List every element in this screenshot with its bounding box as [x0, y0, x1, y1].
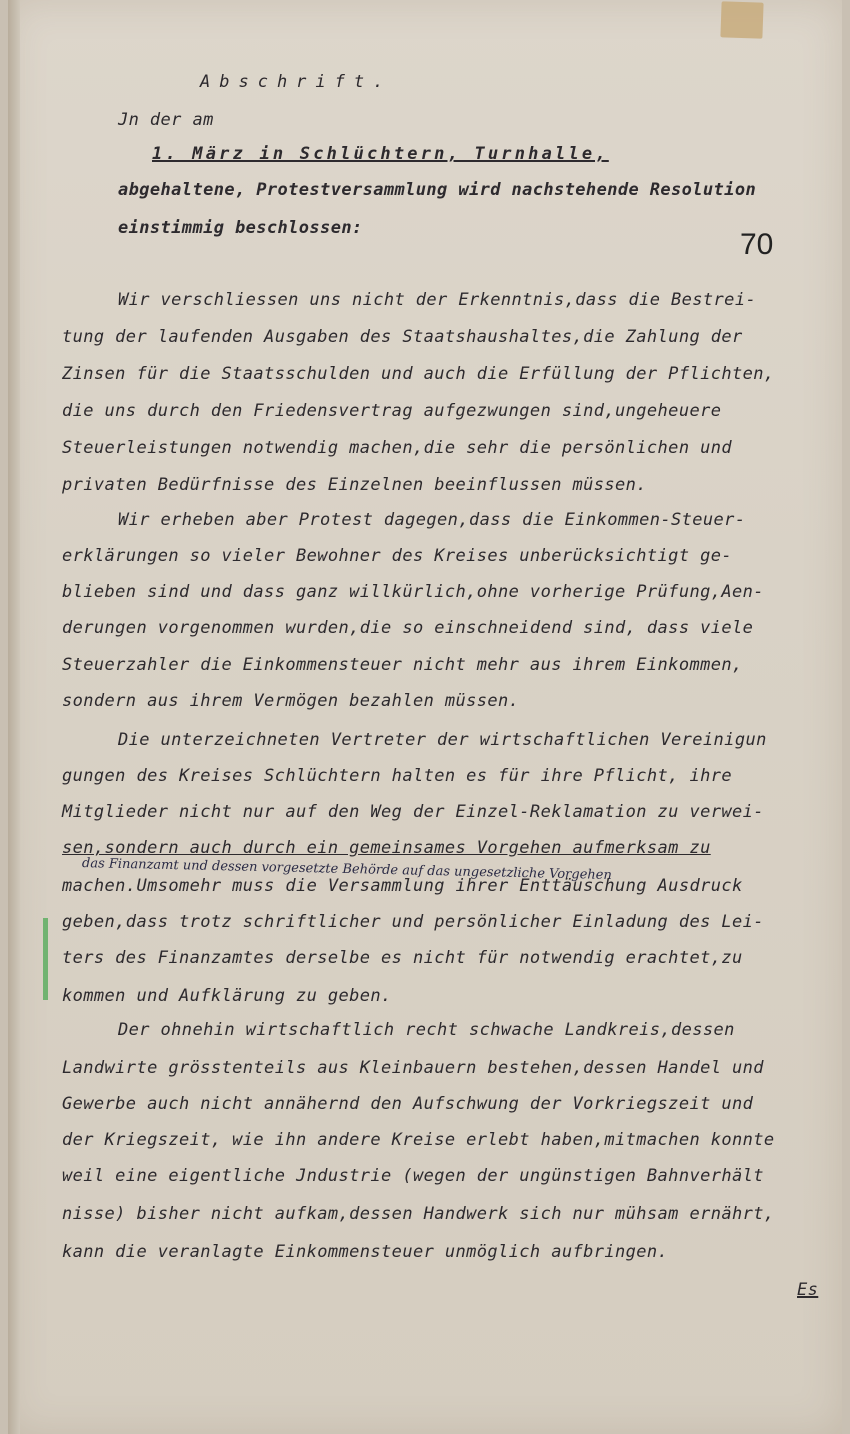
- p2-line-1: Wir erheben aber Protest dagegen,dass die Einkommen-Steuer-: [118, 510, 746, 530]
- p1-line-4: die uns durch den Friedensvertrag aufgezwungen sind,ungeheuere: [62, 401, 722, 421]
- intro-line: Jn der am: [118, 110, 214, 130]
- p3-line-4: sen,sondern auch durch ein gemeinsames Vorgehen aufmerksam zu: [62, 838, 711, 858]
- page-edge: [8, 0, 20, 1434]
- p1-line-2: tung der laufenden Ausgaben des Staatshaushaltes,die Zahlung der: [62, 327, 743, 347]
- p2-line-2: erklärungen so vieler Bewohner des Kreises unberücksichtigt ge-: [62, 546, 732, 566]
- tape-strip: [720, 1, 763, 38]
- p2-line-5: Steuerzahler die Einkommensteuer nicht mehr aus ihrem Einkommen,: [62, 655, 743, 675]
- p4-line-7: kann die veranlagte Einkommensteuer unmöglich aufbringen.: [62, 1242, 669, 1262]
- p3-line-2: gungen des Kreises Schlüchtern halten es für ihre Pflicht, ihre: [62, 766, 732, 786]
- p4-line-3: Gewerbe auch nicht annähernd den Aufschwung der Vorkriegszeit und: [62, 1094, 754, 1114]
- document-title: Abschrift.: [200, 72, 393, 92]
- p4-line-6: nisse) bisher nicht aufkam,dessen Handwerk sich nur mühsam ernährt,: [62, 1204, 775, 1224]
- p1-line-1: Wir verschliessen uns nicht der Erkenntnis,dass die Bestrei-: [118, 290, 757, 310]
- p3-line-8: kommen und Aufklärung zu geben.: [62, 986, 392, 1006]
- p3-line-3: Mitglieder nicht nur auf den Weg der Einzel-Reklamation zu verwei-: [62, 802, 764, 822]
- unanimous-line: einstimmig beschlossen:: [118, 218, 363, 238]
- green-margin-mark: [43, 918, 48, 1000]
- p1-line-5: Steuerleistungen notwendig machen,die sehr die persönlichen und: [62, 438, 732, 458]
- p2-line-6: sondern aus ihrem Vermögen bezahlen müssen.: [62, 691, 520, 711]
- p2-line-4: derungen vorgenommen wurden,die so einschneidend sind, dass viele: [62, 618, 754, 638]
- p2-line-3: blieben sind und dass ganz willkürlich,ohne vorherige Prüfung,Aen-: [62, 582, 764, 602]
- p3-line-5: machen.Umsomehr muss die Versammlung ihrer Enttäuschung Ausdruck: [62, 876, 743, 896]
- assembly-line: abgehaltene, Protestversammlung wird nachstehende Resolution: [118, 180, 757, 200]
- page-number: 70: [740, 228, 774, 261]
- p3-line-6: geben,dass trotz schriftlicher und persönlicher Einladung des Lei-: [62, 912, 764, 932]
- catchword: Es: [797, 1280, 819, 1300]
- handwritten-insertion: das Finanzamt und dessen vorgesetzte Behörde auf das ungesetzliche Vorgehen: [81, 856, 612, 884]
- p4-line-2: Landwirte grösstenteils aus Kleinbauern bestehen,dessen Handel und: [62, 1058, 764, 1078]
- p4-line-5: weil eine eigentliche Jndustrie (wegen der ungünstigen Bahnverhält: [62, 1166, 764, 1186]
- p1-line-3: Zinsen für die Staatsschulden und auch die Erfüllung der Pflichten,: [62, 364, 775, 384]
- p4-line-4: der Kriegszeit, wie ihn andere Kreise erlebt haben,mitmachen konnte: [62, 1130, 775, 1150]
- p3-line-7: ters des Finanzamtes derselbe es nicht für notwendig erachtet,zu: [62, 948, 743, 968]
- p4-line-1: Der ohnehin wirtschaftlich recht schwache Landkreis,dessen: [118, 1020, 735, 1040]
- p1-line-6: privaten Bedürfnisse des Einzelnen beeinflussen müssen.: [62, 475, 647, 495]
- p3-line-1: Die unterzeichneten Vertreter der wirtschaftlichen Vereinigun: [118, 730, 767, 750]
- date-place-line: 1. März in Schlüchtern, Turnhalle,: [152, 144, 609, 164]
